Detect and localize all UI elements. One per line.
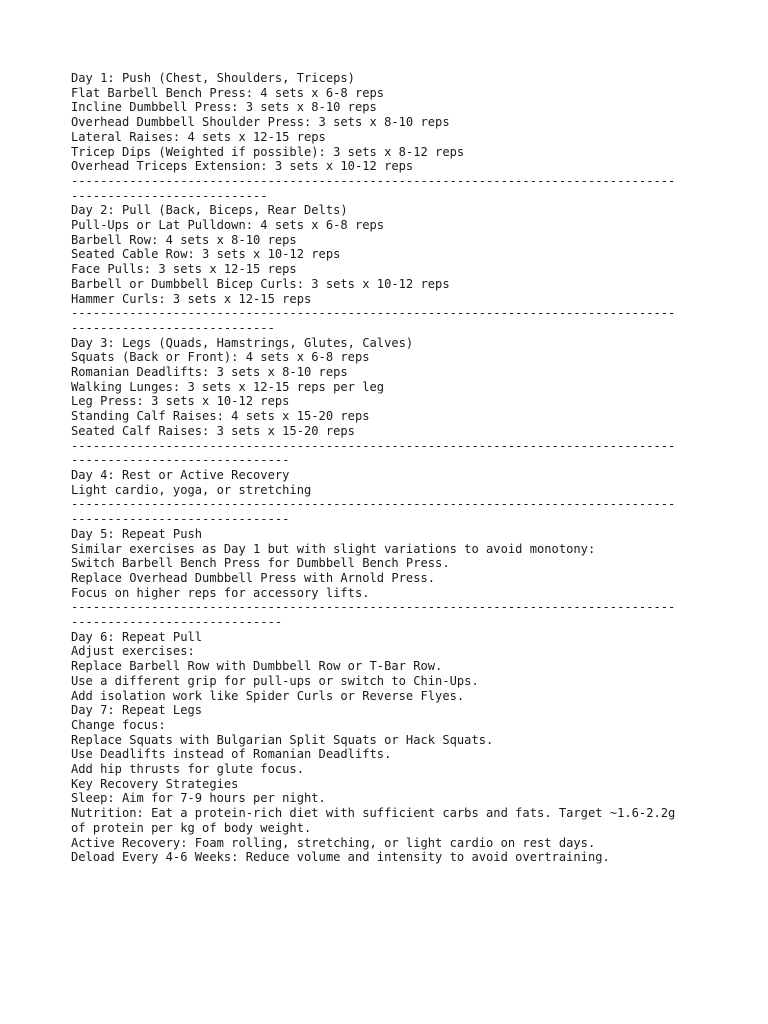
exercise-line: Barbell Row: 4 sets x 8-10 reps: [71, 232, 297, 247]
exercise-line: Squats (Back or Front): 4 sets x 6-8 reps: [71, 350, 370, 365]
text-line: Light cardio, yoga, or stretching: [71, 482, 312, 497]
exercise-line: Lateral Raises: 4 sets x 12-15 reps: [71, 129, 326, 144]
exercise-line: Face Pulls: 3 sets x 12-15 reps: [71, 262, 297, 277]
section-day-2: [71, 203, 711, 335]
section-heading: Day 7: Repeat Legs: [71, 703, 203, 718]
exercise-line: Overhead Dumbbell Shoulder Press: 3 sets x 8-10 reps: [71, 115, 450, 130]
exercise-line: Barbell or Dumbbell Bicep Curls: 3 sets x 10-12 reps: [71, 276, 450, 291]
exercise-line: Seated Calf Raises: 3 sets x 15-20 reps: [71, 423, 355, 438]
section-heading: Day 6: Repeat Pull: [71, 629, 203, 644]
section-heading: Day 3: Legs (Quads, Hamstrings, Glutes, Calves): [71, 335, 414, 350]
text-line: of protein per kg of body weight.: [71, 820, 312, 835]
text-line: Replace Barbell Row with Dumbbell Row or T-Bar Row.: [71, 659, 443, 674]
text-line: Focus on higher reps for accessory lifts.: [71, 585, 370, 600]
exercise-line: Pull-Ups or Lat Pulldown: 4 sets x 6-8 reps: [71, 218, 385, 233]
exercise-line: Seated Cable Row: 3 sets x 10-12 reps: [71, 247, 341, 262]
text-line: Nutrition: Eat a protein-rich diet with sufficient carbs and fats. Target ~1.6-2.2g: [71, 806, 676, 821]
text-line: Use a different grip for pull-ups or switch to Chin-Ups.: [71, 673, 479, 688]
section-day-6-onward: [71, 630, 711, 865]
text-line: Replace Squats with Bulgarian Split Squats or Hack Squats.: [71, 732, 494, 747]
section-day-4: [71, 468, 711, 527]
text-line: Replace Overhead Dumbbell Press with Arnold Press.: [71, 570, 436, 585]
text-line: Deload Every 4-6 Weeks: Reduce volume and intensity to avoid overtraining.: [71, 850, 610, 865]
exercise-line: Overhead Triceps Extension: 3 sets x 10-12 reps: [71, 159, 414, 174]
section-heading: Day 5: Repeat Push: [71, 526, 203, 541]
separator-line: -----------------------------------------------------------------------------------: [71, 173, 676, 188]
text-line: Switch Barbell Bench Press for Dumbbell Bench Press.: [71, 556, 450, 571]
text-line: Add hip thrusts for glute focus.: [71, 762, 304, 777]
section-heading: Key Recovery Strategies: [71, 776, 239, 791]
separator-line: -----------------------------------------------------------------------------------: [71, 600, 676, 615]
separator-line: ------------------------------: [71, 512, 290, 527]
separator-line: ---------------------------: [71, 188, 268, 203]
text-line: Similar exercises as Day 1 but with slight variations to avoid monotony:: [71, 541, 596, 556]
text-line: Active Recovery: Foam rolling, stretching, or light cardio on rest days.: [71, 835, 596, 850]
section-heading: Day 2: Pull (Back, Biceps, Rear Delts): [71, 203, 348, 218]
exercise-line: Incline Dumbbell Press: 3 sets x 8-10 reps: [71, 100, 377, 115]
exercise-line: Standing Calf Raises: 4 sets x 15-20 reps: [71, 409, 370, 424]
exercise-line: Romanian Deadlifts: 3 sets x 8-10 reps: [71, 365, 348, 380]
section-heading: Day 1: Push (Chest, Shoulders, Triceps): [71, 71, 355, 85]
exercise-line: Walking Lunges: 3 sets x 12-15 reps per leg: [71, 379, 385, 394]
exercise-line: Hammer Curls: 3 sets x 12-15 reps: [71, 291, 312, 306]
section-heading: Day 4: Rest or Active Recovery: [71, 467, 290, 482]
text-line: Sleep: Aim for 7-9 hours per night.: [71, 791, 326, 806]
text-line: Use Deadlifts instead of Romanian Deadlifts.: [71, 747, 392, 762]
separator-line: -----------------------------: [71, 615, 283, 630]
section-day-1: [71, 71, 711, 203]
text-line: Adjust exercises:: [71, 644, 195, 659]
exercise-line: Leg Press: 3 sets x 10-12 reps: [71, 394, 290, 409]
separator-line: ----------------------------: [71, 320, 275, 335]
section-day-5: [71, 527, 711, 630]
separator-line: -----------------------------------------------------------------------------------: [71, 497, 676, 512]
document-body: [71, 71, 711, 865]
separator-line: -----------------------------------------------------------------------------------: [71, 306, 676, 321]
exercise-line: Flat Barbell Bench Press: 4 sets x 6-8 reps: [71, 85, 385, 100]
exercise-line: Tricep Dips (Weighted if possible): 3 sets x 8-12 reps: [71, 144, 465, 159]
text-line: Add isolation work like Spider Curls or Reverse Flyes.: [71, 688, 465, 703]
section-day-3: [71, 336, 711, 468]
separator-line: -----------------------------------------------------------------------------------: [71, 438, 676, 453]
text-line: Change focus:: [71, 717, 166, 732]
separator-line: ------------------------------: [71, 453, 290, 468]
